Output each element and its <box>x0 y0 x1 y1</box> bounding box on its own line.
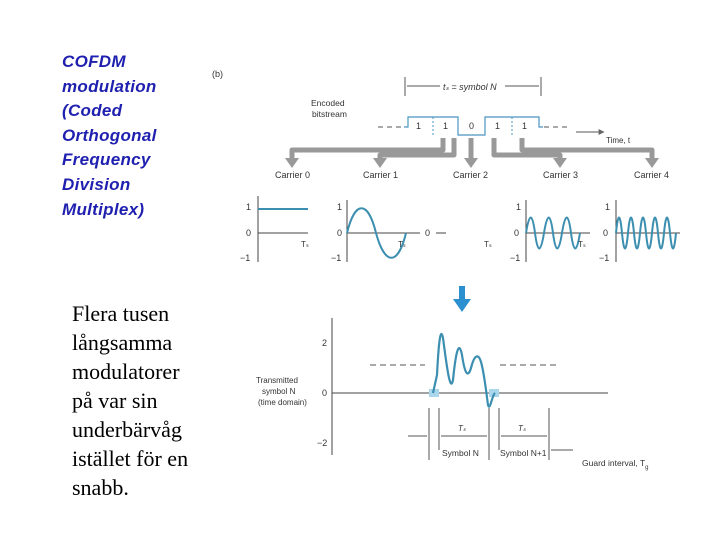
transmitted-waveform <box>433 334 495 407</box>
symbol-n-label: Symbol N <box>442 448 479 458</box>
title-line: Frequency <box>62 150 151 170</box>
axis-ts-label: Tₛ <box>484 240 492 249</box>
axis-tick-label: 0 <box>246 228 252 238</box>
title-line: modulation <box>62 76 157 96</box>
carrier-label: Carrier 3 <box>543 170 579 180</box>
axis-tick-label: 0 <box>514 228 520 238</box>
transmitted-label-line: symbol N <box>262 387 296 396</box>
bitstream-label-1: Encoded <box>311 98 345 108</box>
axis-ts-label: Tₛ <box>301 240 309 249</box>
body-line: modulatorer <box>72 359 180 384</box>
axis-tick-label: 0 <box>337 228 343 238</box>
transmitted-label-line: Transmitted <box>256 376 298 385</box>
axis-tick-label: 1 <box>337 202 343 212</box>
sum-arrow-head <box>453 299 471 312</box>
symbol-ts-label: Tₛ <box>518 424 526 433</box>
axis-ts-label: Tₛ <box>578 240 586 249</box>
bit-value: 1 <box>522 121 528 131</box>
body-line: underbärvåg <box>72 417 182 442</box>
symbol-period-label: tₛ = symbol N <box>443 82 497 92</box>
axis-tick-label: 0 <box>322 388 328 398</box>
carrier-1-plot <box>331 200 420 263</box>
axis-tick-label: 1 <box>605 202 611 212</box>
axis-tick-label: −2 <box>317 438 328 448</box>
symbol-n1-label: Symbol N+1 <box>500 448 547 458</box>
carrier-arrow-heads <box>285 158 659 168</box>
transmitted-label-line: (time domain) <box>258 398 307 407</box>
title-line: Division <box>62 174 131 194</box>
bit-value: 1 <box>443 121 449 131</box>
axis-tick-label: 0 <box>603 228 609 238</box>
transmitted-symbol-plot <box>256 318 608 455</box>
body-line: Flera tusen <box>72 301 170 326</box>
carrier-label: Carrier 2 <box>453 170 489 180</box>
bit-value: 0 <box>469 121 475 131</box>
symbol-ts-label: Tₛ <box>458 424 466 433</box>
panel-label: (b) <box>212 69 223 79</box>
time-axis-label: Time, t <box>606 136 631 145</box>
title-line: COFDM <box>62 52 126 71</box>
axis-tick-label: −1 <box>599 253 610 263</box>
axis-tick-label: 0 <box>425 228 431 238</box>
axis-tick-label: 1 <box>246 202 252 212</box>
bit-value: 1 <box>495 121 501 131</box>
bitstream-label-2: bitstream <box>312 109 347 119</box>
title-line: (Coded <box>62 101 123 121</box>
carrier-distribution-arrows <box>292 138 652 158</box>
body-line: långsamma <box>72 330 173 355</box>
carrier-label: Carrier 0 <box>275 170 311 180</box>
axis-tick-label: −1 <box>331 253 342 263</box>
guard-interval-sub: g <box>645 465 649 471</box>
carrier-2-plot <box>425 228 446 238</box>
title-line: Orthogonal <box>62 125 157 145</box>
body-line: snabb. <box>72 475 129 500</box>
axis-ts-label: Tₛ <box>398 240 406 249</box>
axis-tick-label: −1 <box>510 253 521 263</box>
body-line: på var sin <box>72 388 158 413</box>
carrier-label: Carrier 1 <box>363 170 399 180</box>
guard-interval-text: Guard interval, T <box>582 458 646 468</box>
carrier-label: Carrier 4 <box>634 170 670 180</box>
axis-tick-label: 2 <box>322 338 328 348</box>
guard-interval-label <box>582 458 649 471</box>
carrier-3-plot <box>484 200 590 263</box>
carrier-0-plot <box>240 196 309 263</box>
title-line: Multiplex) <box>62 199 145 219</box>
carrier-4-plot <box>599 200 680 263</box>
body-line: istället för en <box>72 446 189 471</box>
axis-tick-label: −1 <box>240 253 251 263</box>
bit-value: 1 <box>416 121 422 131</box>
symbol-timing-marks <box>408 408 573 460</box>
axis-tick-label: 1 <box>516 202 522 212</box>
